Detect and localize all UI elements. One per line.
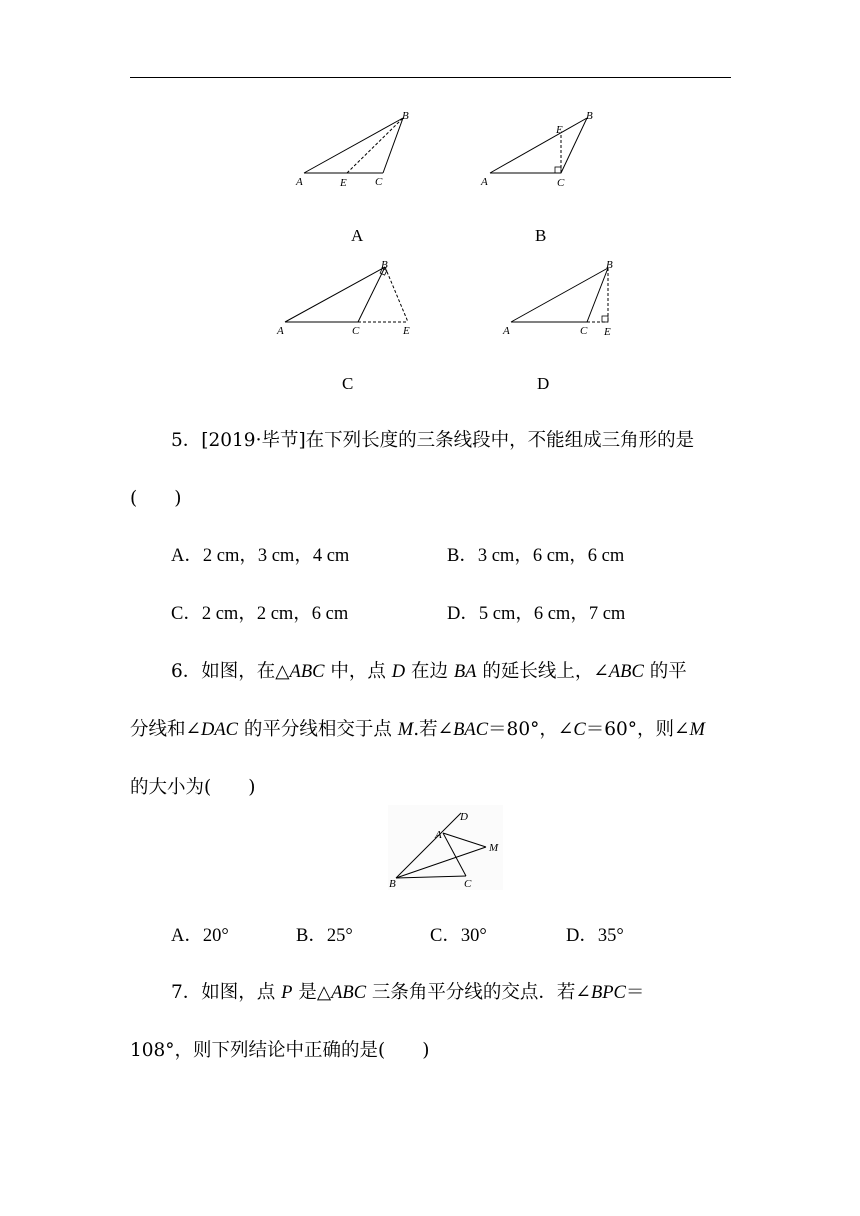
- svg-text:E: E: [604, 326, 611, 338]
- svg-text:B: B: [606, 259, 613, 271]
- q6-option-b[interactable]: B．25°: [296, 926, 353, 946]
- svg-text:D: D: [460, 811, 468, 823]
- svg-text:A: A: [277, 325, 284, 337]
- figure-option-c: [270, 258, 425, 340]
- q5-option-b[interactable]: B．3 cm，6 cm，6 cm: [447, 546, 625, 566]
- q5-option-c[interactable]: C．2 cm，2 cm，6 cm: [171, 604, 349, 624]
- svg-text:B: B: [402, 110, 409, 122]
- svg-text:A: A: [435, 829, 442, 841]
- caption-b: B: [535, 226, 547, 245]
- q5-stem-line1: 5．[2019·毕节]在下列长度的三条线段中，不能组成三角形的是: [171, 430, 695, 451]
- svg-text:B: B: [389, 878, 396, 890]
- q6-option-c[interactable]: C．30°: [430, 926, 487, 946]
- q5-option-a[interactable]: A．2 cm，3 cm，4 cm: [171, 546, 350, 566]
- q5-answer-bracket: ( ): [130, 488, 182, 509]
- svg-text:A: A: [503, 325, 510, 337]
- figure-option-d: [497, 258, 627, 340]
- q6-stem-line1: 6．如图，在△ABC 中，点 D 在边 BA 的延长线上，∠ABC 的平: [171, 661, 687, 682]
- caption-c: C: [342, 374, 354, 393]
- svg-text:C: C: [464, 878, 472, 890]
- svg-text:B: B: [586, 110, 593, 122]
- svg-text:C: C: [580, 325, 588, 337]
- svg-text:A: A: [481, 176, 488, 188]
- q6-figure: [388, 805, 503, 890]
- svg-text:M: M: [489, 842, 499, 854]
- q6-stem-line3: 的大小为( ): [130, 777, 256, 798]
- figure-option-b: [475, 108, 610, 193]
- svg-text:E: E: [403, 325, 410, 337]
- header-rule: [130, 77, 731, 78]
- q7-stem-line2: 108°，则下列结论中正确的是( ): [130, 1040, 430, 1061]
- q7-stem-line1: 7．如图，点 P 是△ABC 三条角平分线的交点．若∠BPC＝: [171, 982, 645, 1003]
- q6-option-a[interactable]: A．20°: [171, 926, 229, 946]
- caption-a: A: [351, 226, 364, 245]
- caption-d: D: [537, 374, 550, 393]
- q5-option-d[interactable]: D．5 cm，6 cm，7 cm: [447, 604, 626, 624]
- svg-text:C: C: [557, 177, 565, 189]
- figure-option-a: [290, 108, 420, 193]
- svg-text:E: E: [340, 177, 347, 189]
- q6-option-d[interactable]: D．35°: [566, 926, 624, 946]
- svg-text:C: C: [352, 325, 360, 337]
- svg-text:A: A: [296, 176, 303, 188]
- svg-text:B: B: [381, 259, 388, 271]
- q6-stem-line2: 分线和∠DAC 的平分线相交于点 M.若∠BAC＝80°，∠C＝60°，则∠M: [130, 719, 705, 740]
- svg-text:C: C: [375, 176, 383, 188]
- svg-text:E: E: [556, 124, 563, 136]
